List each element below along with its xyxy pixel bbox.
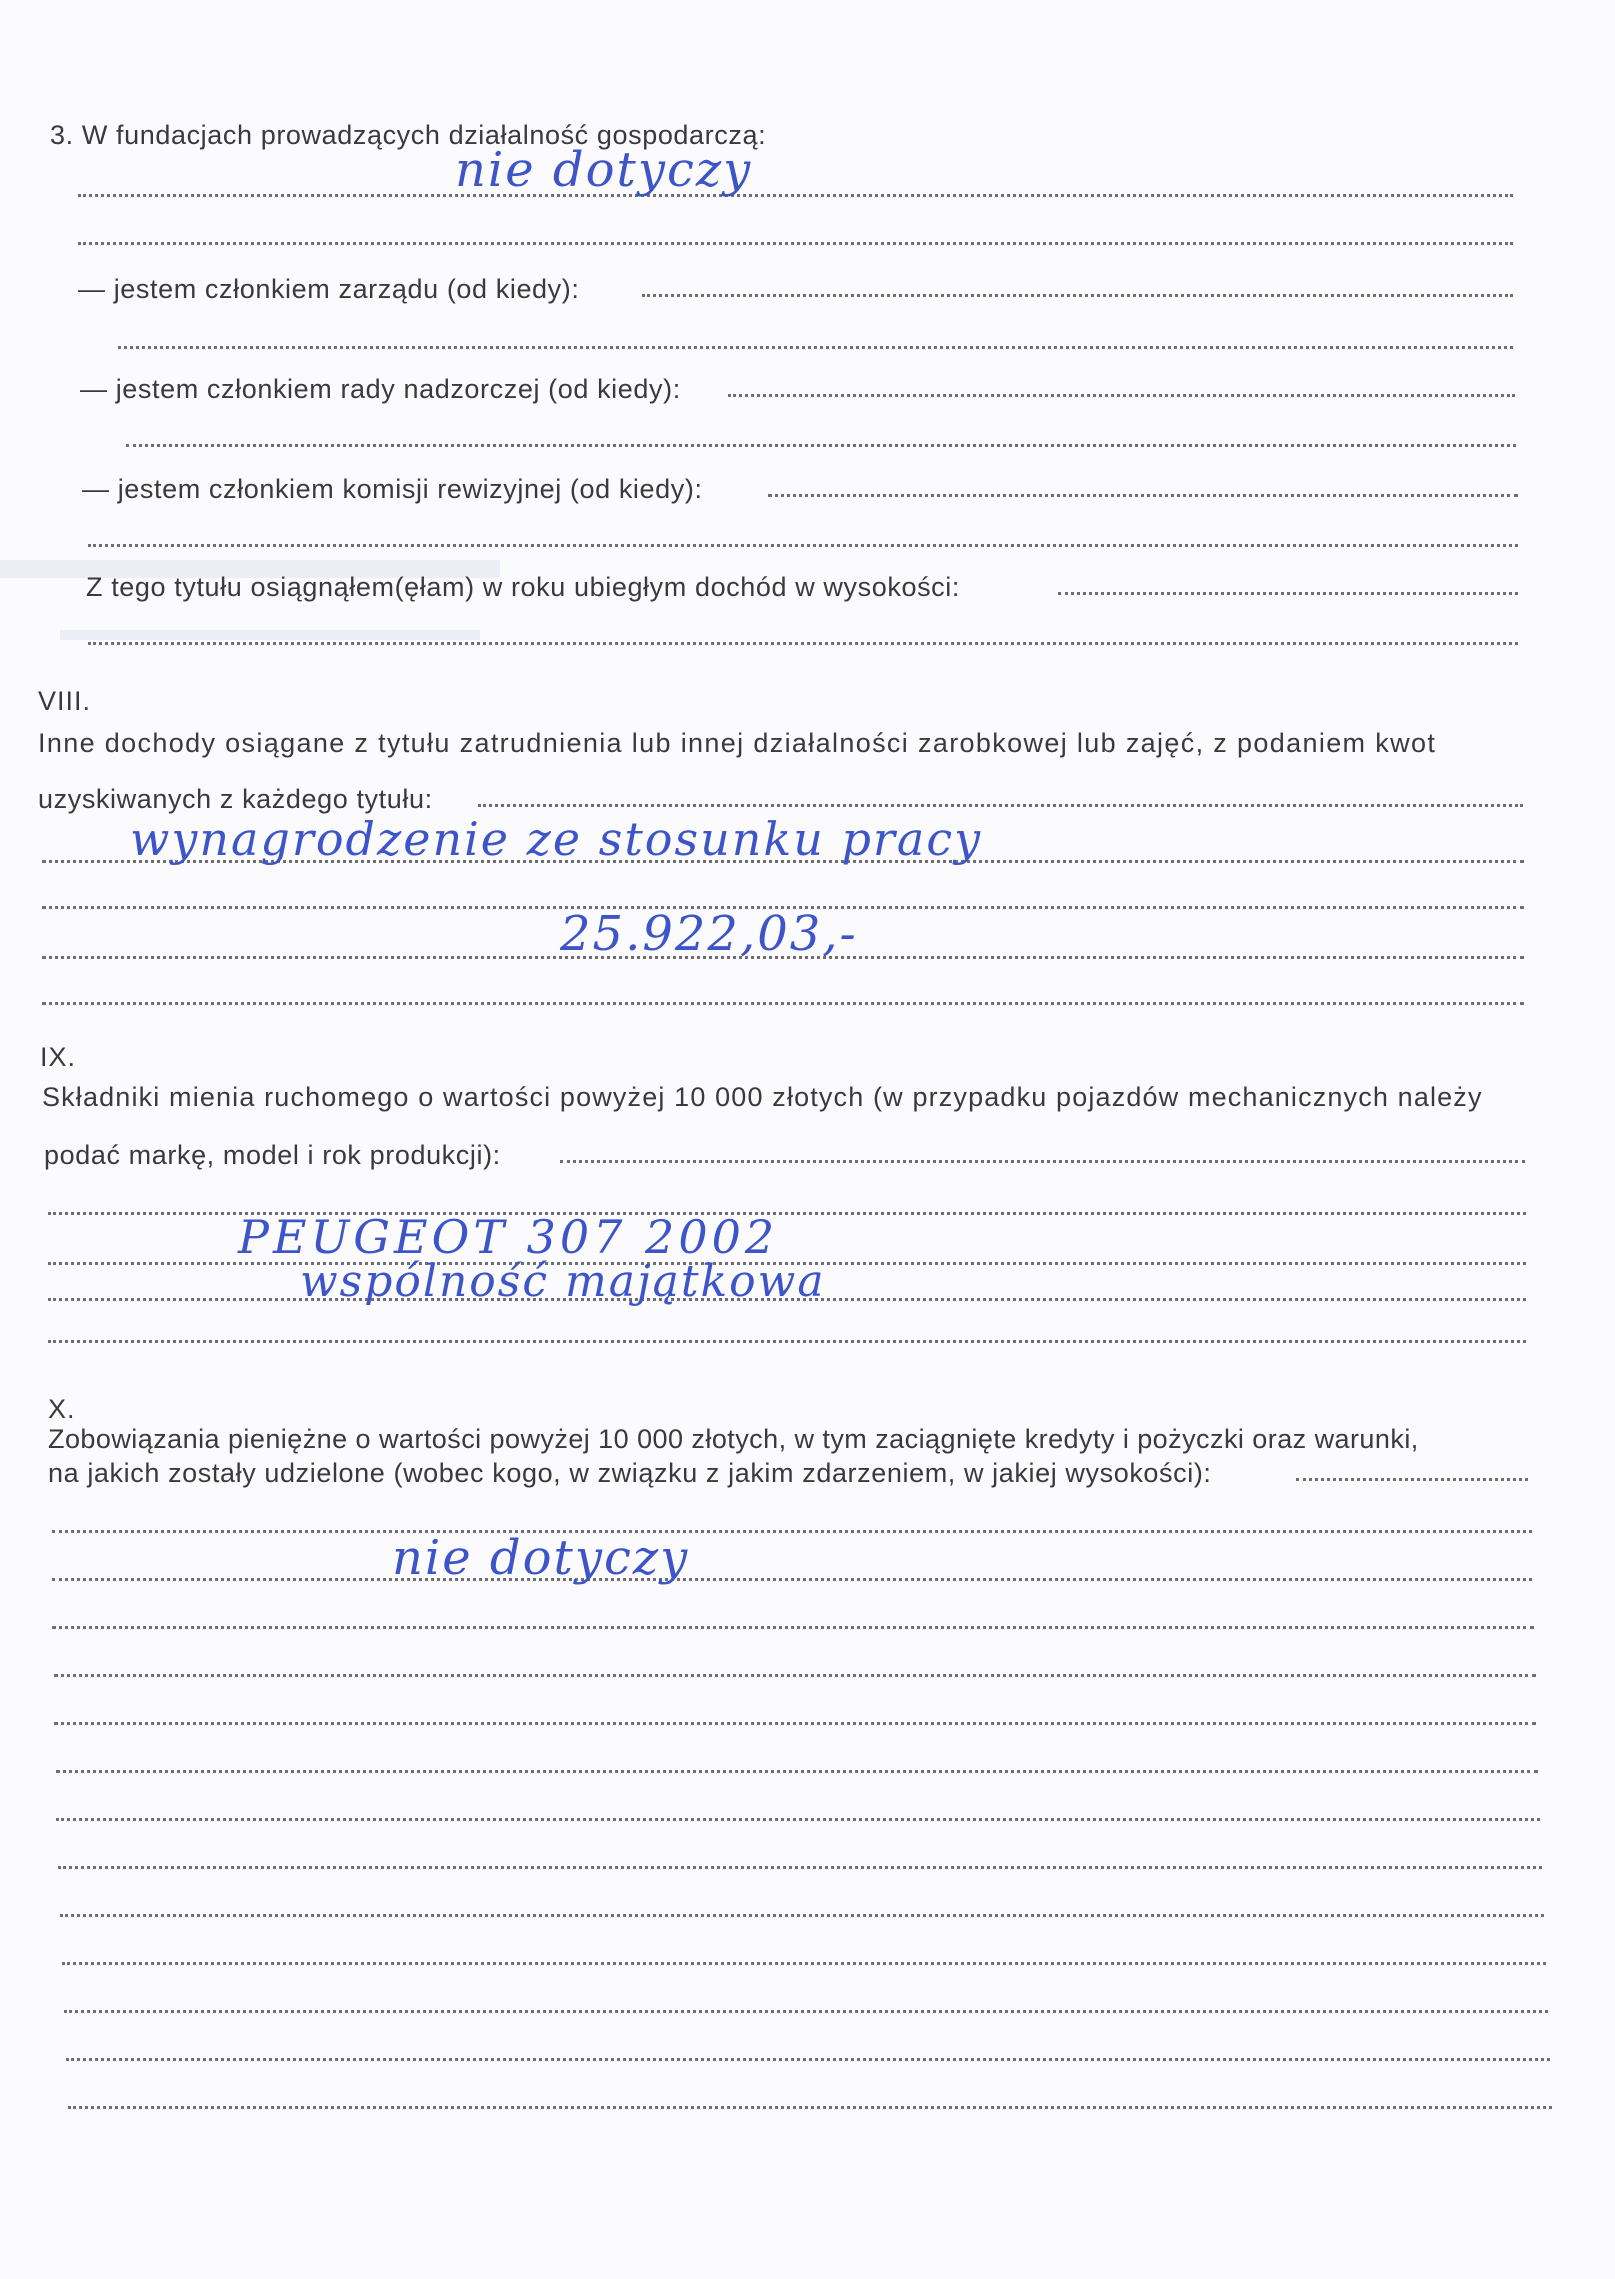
answer-line — [1296, 1478, 1528, 1481]
section9-text: Składniki mienia ruchomego o wartości powyżej 10 000 złotych (w przypadku pojazdów mechanicznych należy — [42, 1082, 1483, 1112]
section8-number: VIII. — [38, 686, 92, 716]
handwritten-answer: wynagrodzenie ze stosunku pracy — [130, 812, 983, 866]
answer-line — [42, 1002, 1524, 1005]
answer-line — [78, 194, 1513, 197]
section9-number: IX. — [40, 1042, 77, 1072]
answer-line — [68, 2106, 1552, 2109]
handwritten-ownership: wspólność majątkowa — [300, 1256, 826, 1307]
supervisory-member-label: — jestem członkiem rady nadzorczej (od kiedy): — [80, 374, 681, 404]
answer-line — [64, 2010, 1548, 2013]
answer-line — [118, 346, 1513, 349]
income-label: Z tego tytułu osiągnąłem(ęłam) w roku ubiegłym dochód w wysokości: — [86, 572, 960, 602]
answer-line — [78, 242, 1513, 245]
answer-line — [48, 1340, 1526, 1343]
handwritten-vehicle: PEUGEOT 307 2002 — [238, 1210, 779, 1264]
answer-line — [768, 494, 1518, 497]
audit-member-label: — jestem członkiem komisji rewizyjnej (od kiedy): — [82, 474, 703, 504]
section10-text: Zobowiązania pieniężne o wartości powyżej 10 000 złotych, w tym zaciągnięte kredyty i pożyczki oraz warunki, — [48, 1424, 1419, 1454]
handwritten-answer: nie dotyczy — [392, 1530, 690, 1586]
answer-line — [58, 1866, 1542, 1869]
answer-line — [54, 1674, 1536, 1677]
section9-text: podać markę, model i rok produkcji): — [44, 1140, 501, 1170]
answer-line — [126, 444, 1516, 447]
scan-shadow — [60, 630, 480, 640]
answer-line — [642, 294, 1513, 297]
board-member-label: — jestem członkiem zarządu (od kiedy): — [78, 274, 580, 304]
answer-line — [88, 544, 1518, 547]
answer-line — [478, 804, 1523, 807]
section8-text: Inne dochody osiągane z tytułu zatrudnienia lub innej działalności zarobkowej lub zajęć, z podaniem kwot — [38, 728, 1437, 758]
answer-line — [56, 1770, 1538, 1773]
section3-heading: 3. W fundacjach prowadzących działalność gospodarczą: — [50, 120, 767, 150]
section8-text: uzyskiwanych z każdego tytułu: — [38, 784, 433, 814]
answer-line — [66, 2058, 1550, 2061]
answer-line — [88, 642, 1518, 645]
answer-line — [52, 1626, 1534, 1629]
answer-line — [728, 394, 1515, 397]
answer-line — [62, 1962, 1546, 1965]
section10-text: na jakich zostały udzielone (wobec kogo, w związku z jakim zdarzeniem, w jakiej wysokości): — [48, 1458, 1212, 1488]
handwritten-amount: 25.922,03,- — [560, 906, 858, 962]
handwritten-answer: nie dotyczy — [455, 142, 753, 198]
answer-line — [1058, 592, 1518, 595]
answer-line — [54, 1722, 1536, 1725]
answer-line — [60, 1914, 1544, 1917]
answer-line — [560, 1160, 1525, 1163]
section10-number: X. — [48, 1394, 76, 1424]
answer-line — [52, 1578, 1532, 1581]
answer-line — [56, 1818, 1540, 1821]
answer-line — [52, 1530, 1532, 1533]
